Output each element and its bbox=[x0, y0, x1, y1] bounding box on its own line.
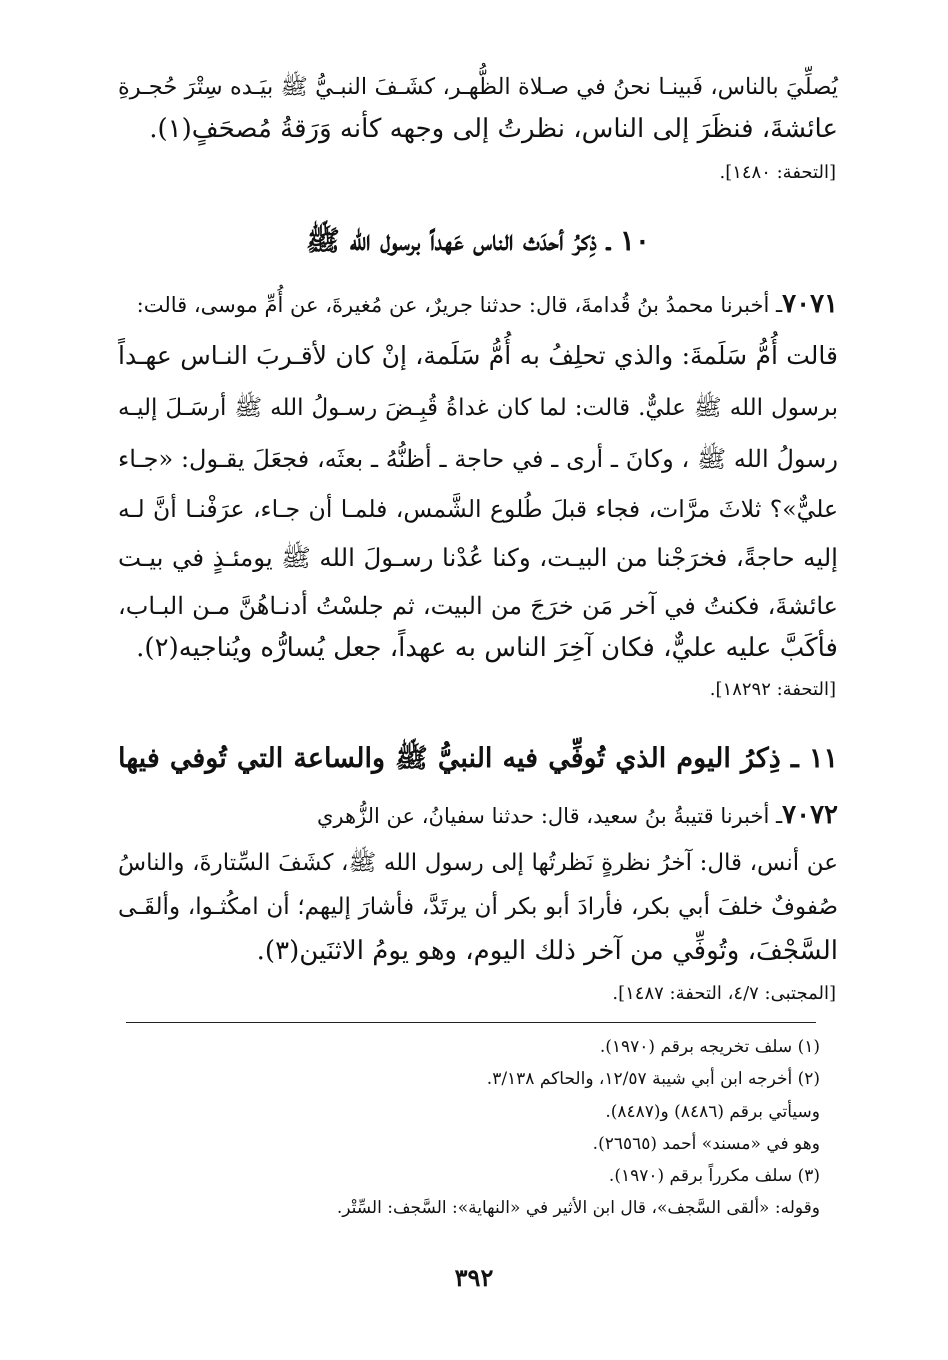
footnote: وقوله: «ألقى السَّجف»، قال ابن الأثير في «النهاية»: السَّجف: السِّتْر. bbox=[336, 1198, 820, 1218]
reference-note: [التحفة: ١٨٢٩٢]. bbox=[709, 679, 836, 700]
hadith-line: صُفوفٌ خلفَ أبي بكر، فأرادَ أبو بكر أن يرتَدَّ، فأشارَ إليهم؛ أن امكُثـوا، وألقَـى bbox=[118, 894, 838, 920]
hadith-number: ٧٠٧٢ bbox=[782, 800, 838, 830]
hadith-line: السَّجْفَ، وتُوفِّي من آخر ذلك اليوم، وهو يومُ الاثنَين(٣). bbox=[256, 936, 838, 966]
footnote: وهو في «مسند» أحمد (٢٦٥٦٥). bbox=[592, 1134, 820, 1154]
passage-line: عائشةَ، فنظَرَ إلى الناس، نظرتُ إلى وجهه كأنه وَرَقةُ مُصحَفٍ(١). bbox=[149, 114, 838, 144]
footnote: (١) سلف تخريجه برقم (١٩٧٠). bbox=[599, 1037, 820, 1057]
hadith-isnad bbox=[317, 800, 838, 831]
hadith-line: قالت أُمُّ سَلَمةَ: والذي تحلِفُ به أُمُّ سَلَمة، إنْ كان لأقـربَ النـاس عهـداً bbox=[118, 341, 838, 370]
hadith-line: عليٌّ»؟ ثلاثَ مرَّات، فجاء قبلَ طُلوع الشَّمس، فلمـا أن جـاء، عرَفْنـا أنَّ لـه bbox=[118, 495, 838, 523]
isnad-text: ـ أخبرنا قتيبةُ بنُ سعيد، قال: حدثنا سفيانُ، عن الزُّهري bbox=[316, 804, 783, 828]
reference-note: [المجتبى: ٤/٧، التحفة: ١٤٨٧]. bbox=[612, 983, 836, 1004]
hadith-line: عن أنس، قال: آخرُ نظرةٍ نَظرتُها إلى رسول الله ﷺ، كشَفَ السِّتارةَ، والناسُ bbox=[118, 850, 838, 876]
footnote-divider bbox=[126, 1022, 816, 1023]
isnad-text: ـ أخبرنا محمدُ بنُ قُدامةَ، قال: حدثنا جريرٌ، عن مُغيرةَ، عن أُمِّ موسى، قالت: bbox=[136, 293, 783, 317]
hadith-number: ٧٠٧١ bbox=[782, 289, 838, 319]
hadith-line: إليه حاجةً، فخرَجْنا من البيـت، وكنا عُدْنا رسـولَ الله ﷺ يومئـذٍ في بيـت bbox=[118, 543, 838, 572]
hadith-line: فأكَبَّ عليه عليٌّ، فكان آخِرَ الناس به عهداً، جعل يُسارُّه ويُناجيه(٢). bbox=[136, 633, 838, 663]
section-heading: ١١ ـ ذِكرُ اليوم الذي تُوفِّي فيه النبيُّ ﷺ والساعة التي تُوفي فيها bbox=[118, 743, 838, 774]
hadith-isnad bbox=[137, 289, 838, 320]
passage-line: يُصلِّيَ بالناس، فَبينـا نحنُ في صـلاة الظُّهـر، كشَـفَ النبـيُّ ﷺ بيَـده سِتْرَ حُجـرةِ bbox=[118, 74, 838, 100]
hadith-line: برسول الله ﷺ عليٌّ. قالت: لما كان غداةُ قُبِـضَ رسـولُ الله ﷺ أرسَـلَ إليـه bbox=[118, 395, 838, 421]
footnote: وسيأتي برقم (٨٤٨٦) و(٨٤٨٧). bbox=[605, 1102, 820, 1122]
hadith-line: رسولُ الله ﷺ ، وكانَ ـ أرى ـ في حاجة ـ أظنُّهُ ـ بعثَه، فجعَلَ يقـول: «جـاء bbox=[118, 445, 838, 473]
page-number: ٣٩٢ bbox=[454, 1263, 494, 1292]
hadith-line: عائشةَ، فكنتُ في آخر مَن خرَجَ من البيت، ثم جلسْتُ أدنـاهُنَّ مـن البـاب، bbox=[118, 592, 838, 620]
reference-note: [التحفة: ١٤٨٠]. bbox=[719, 162, 836, 183]
section-heading: ١٠ ـ ذِكرُ أحدَث الناس عَهداً برسول الله ﷺ bbox=[306, 224, 650, 257]
footnote: (٣) سلف مكرراً برقم (١٩٧٠). bbox=[608, 1166, 820, 1186]
footnote: (٢) أخرجه ابن أبي شيبة ١٢/٥٧، والحاكم ٣/١٣٨. bbox=[486, 1069, 820, 1089]
